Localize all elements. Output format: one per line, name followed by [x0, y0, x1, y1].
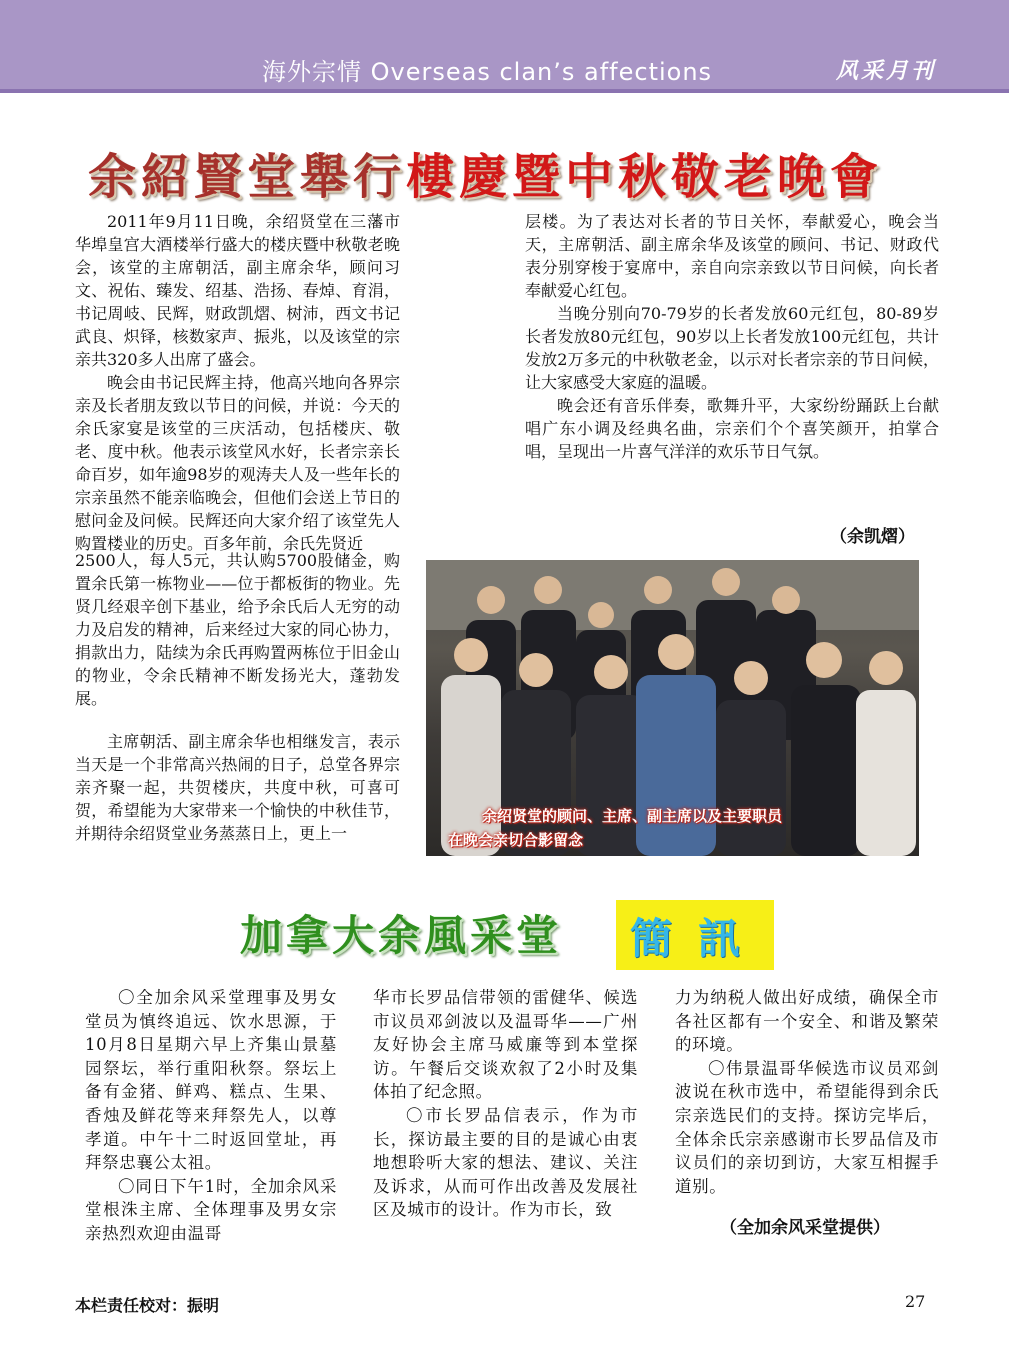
article1-left-column: [75, 210, 400, 555]
paragraph: 〇同日下午1时，全加余风采堂根洙主席、全体理事及男女宗亲热烈欢迎由温哥: [85, 1176, 337, 1243]
paragraph: 层楼。为了表达对长者的节日关怀，奉献爱心，晚会当天，主席朝活、副主席余华及该堂的顾问、书记、财政代表分别穿梭于宴席中，亲自向宗亲致以节日问候，向长者奉献爱心红包。: [525, 212, 939, 300]
paragraph: 2500人，每人5元，共认购5700股储金，购置余氏第一栋物业——位于都板街的物业。先贤几经艰辛创下基业，给予余氏后人无穷的动力及启发的精神，后来经过大家的同心协力，捐款出力，陆续为余氏再购置两栋位于旧金山的物业，令余氏精神不断发扬光大，蓬勃发展。: [75, 551, 400, 708]
brief-title: 加拿大余風采堂: [240, 911, 563, 960]
brief-badge-text: 簡訊: [630, 914, 767, 963]
header-rule: [0, 89, 1009, 93]
article2-column-1: [85, 986, 337, 1246]
magazine-name: 风采月刊: [836, 59, 937, 84]
section-title: 海外宗情 Overseas clan’s affections: [262, 58, 713, 86]
paragraph: 〇全加余风采堂理事及男女堂员为慎终追远、饮水思源，于10月8日星期六早上齐集山景墓园祭坛，举行重阳秋祭。祭坛上备有金猪、鲜鸡、糕点、生果、香烛及鲜花等来拜祭先人，以尊孝道。中午十二时返回堂址，再拜祭忠襄公太祖。: [85, 988, 337, 1173]
group-photo: [426, 560, 919, 856]
paragraph: 晚会由书记民辉主持，他高兴地向各界宗亲及长者朋友致以节日的问候，并说：今天的余氏家宴是该堂的三庆活动，包括楼庆、敬老、度中秋。他表示该堂风水好，长者宗亲长命百岁，如年逾98岁的观涛夫人及一些年长的宗亲虽然不能亲临晚会，但他们会送上节日的慰问金及问候。民辉还向大家介绍了该堂先人购置楼业的历史。百多年前，余氏先贤近: [75, 373, 400, 553]
article2-column-2: [373, 986, 638, 1222]
article1-narrow-column: [75, 549, 401, 710]
article2-column-3: [675, 986, 939, 1198]
article-title-part-b: 樓慶暨中秋敬老晚會: [406, 149, 884, 205]
paragraph: 力为纳税人做出好成绩，确保全市各社区都有一个安全、和谐及繁荣的环境。: [675, 988, 939, 1055]
article-title-part-a: 余紹賢堂舉行: [88, 149, 407, 205]
paragraph: 〇市长罗品信表示，作为市长，探访最主要的目的是诚心由衷地想聆听大家的想法、建议、关注及诉求，从而可作出改善及发展社区及城市的设计。作为市长，致: [373, 1105, 638, 1220]
photo-caption-line-2: 在晚会亲切合影留念: [448, 831, 584, 849]
article2-credit: （全加余风采堂提供）: [720, 1218, 890, 1238]
page-number: 27: [905, 1292, 926, 1311]
paragraph: 当晚分别向70-79岁的长者发放60元红包，80-89岁长者发放80元红包，90岁以上长者发放100元红包，共计发放2万多元的中秋敬老金，以示对长者宗亲的节日问候，让大家感受大家庭的温暖。: [525, 304, 939, 392]
proofreader-credit: 本栏责任校对：振明: [75, 1296, 220, 1315]
article-title: [88, 138, 928, 207]
paragraph: 华市长罗品信带领的雷健华、候选市议员邓剑波以及温哥华——广州友好协会主席马威廉等到本堂探访。午餐后交谈欢叙了2小时及集体拍了纪念照。: [373, 988, 638, 1102]
photo-caption: [448, 804, 782, 852]
paragraph: 2011年9月11日晚，余绍贤堂在三藩市华埠皇宫大酒楼举行盛大的楼庆暨中秋敬老晚会，该堂的主席朝活，副主席余华，顾问习文、祝佑、臻发、绍基、浩扬、春焯、育涓，书记周岐、民辉，财政凯熠、树沛，西文书记武良、炽铎，核数家声、振兆，以及该堂的宗亲共320多人出席了盛会。: [75, 212, 400, 369]
paragraph: 〇伟景温哥华候选市议员邓剑波说在秋市选中，希望能得到余氏宗亲选民们的支持。探访完毕后，全体余氏宗亲感谢市长罗品信及市议员们的亲切到访，大家互相握手道别。: [675, 1058, 939, 1196]
article1-right-column: [525, 210, 939, 463]
photo-caption-line-1: 余绍贤堂的顾问、主席、副主席以及主要职员: [482, 807, 783, 825]
byline: （余凯熠）: [830, 527, 915, 547]
article1-lower-column: [75, 730, 400, 845]
paragraph: 主席朝活、副主席余华也相继发言，表示当天是一个非常高兴热闹的日子，总堂各界宗亲齐聚一起，共贺楼庆，共度中秋，可喜可贺，希望能为大家带来一个愉快的中秋佳节，并期待余绍贤堂业务蒸蒸日上，更上一: [75, 732, 400, 843]
paragraph: 晚会还有音乐伴奏，歌舞升平，大家纷纷踊跃上台献唱广东小调及经典名曲，宗亲们个个喜笑颜开，拍掌合唱，呈现出一片喜气洋洋的欢乐节日气氛。: [525, 396, 939, 461]
